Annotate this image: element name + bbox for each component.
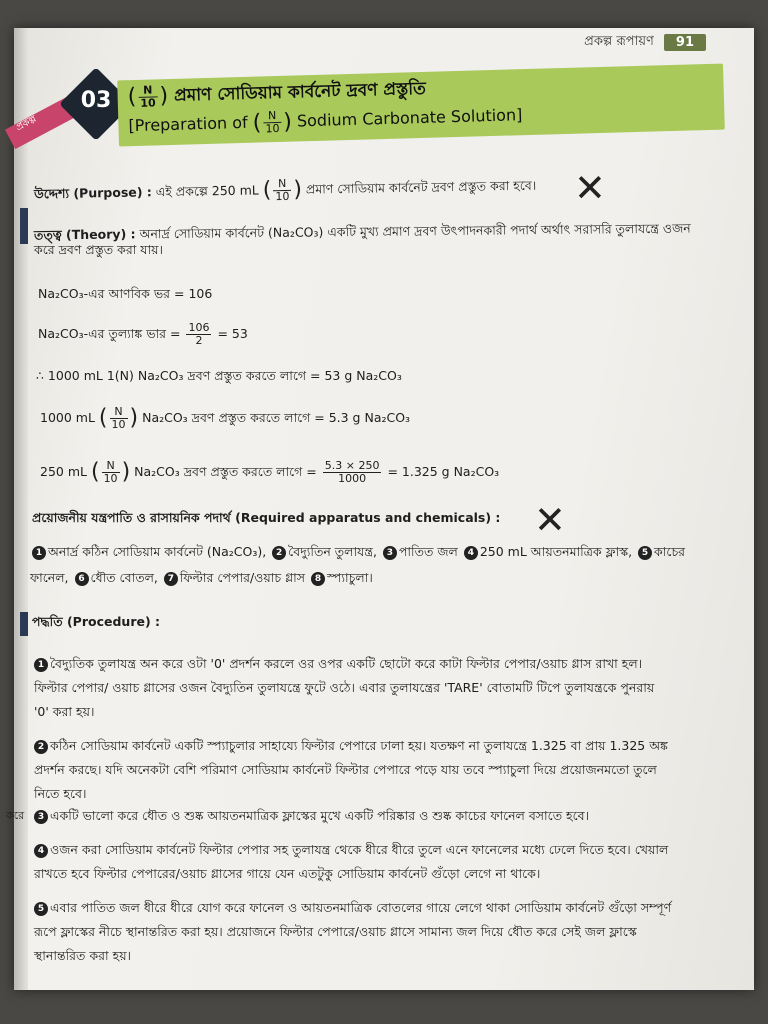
- cross-mark: ✕: [574, 166, 606, 210]
- calc-equivalent-mass: Na₂CO₃-এর তুল্যাঙ্ক ভার = $\frac{106}{2}$ = 53: [38, 321, 248, 347]
- theory-label: তত্ত্ব (Theory) :: [33, 226, 136, 243]
- running-head: [584, 32, 706, 53]
- project-ribbon-label: প্রকল্প: [14, 113, 39, 134]
- procedure-step-5-line-3: স্থানান্তরিত করা হয়।: [34, 948, 132, 963]
- title-fraction: $\frac{N}{10}$: [138, 84, 158, 110]
- procedure-step-4-line-1: 4 ওজন করা সোডিয়াম কার্বনেট ফিল্টার পেপার সহ তুলাযন্ত্র থেকে ধীরে ধীরে তুলে এনে ফানেলের মধ্যে ঢেলে দিতে হবে। খেয়াল: [32, 842, 668, 858]
- procedure-step-2-line-2: প্রদর্শন করছে। যদি অনেকটা বেশি পরিমাণ সোডিয়াম কার্বনেট ফিল্টার পেপারে পড়ে যায় তবে স্প্যাচুলা দিয়ে প্রয়োজনমতো তুলে: [34, 762, 657, 777]
- cross-mark-2: ✕: [534, 498, 566, 542]
- calc-1000ml-line: 1000 mL ( $\frac{N}{10}$ ) Na₂CO₃ দ্রবণ প্রস্তুত করতে লাগে = 5.3 g Na₂CO₃: [40, 405, 411, 431]
- section-marker: [20, 208, 28, 244]
- apparatus-label: প্রয়োজনীয় যন্ত্রপাতি ও রাসায়নিক পদার্থ (Required apparatus and chemicals) :: [32, 510, 501, 525]
- title-english: [Preparation of ( $\frac{N}{10}$ ) Sodium Carbonate Solution]: [128, 105, 523, 136]
- procedure-step-4-line-2: রাখতে হবে ফিল্টার পেপারের/ওয়াচ গ্লাসের গায়ে যেন এতটুকু সোডিয়াম কার্বনেট গুঁড়ো লেগে না থাকে।: [34, 866, 541, 881]
- title-bengali: ( $\frac{N}{10}$ ) প্রমাণ সোডিয়াম কার্বনেট দ্রবণ প্রস্তুতি: [127, 78, 427, 110]
- calc-250ml-line: 250 mL ( $\frac{N}{10}$ ) Na₂CO₃ দ্রবণ প্রস্তুত করতে লাগে = $\frac{5.3 \times 250}{1000}$ = 1.325 g Na₂CO₃: [40, 459, 500, 485]
- procedure-step-5-line-1: 5 এবার পাতিত জল ধীরে ধীরে যোগ করে ফানেল ও আয়তনমাত্রিক বোতলের গায়ে লেগে থাকা সোডিয়াম কার্বনেট গুঁড়ো সম্পূর্ণ: [32, 900, 671, 916]
- apparatus-line-1: 1 অনার্দ্র কঠিন সোডিয়াম কার্বনেট (Na₂CO₃), 2 বৈদ্যুতিন তুলাযন্ত্র, 3 পাতিত জল 4 250 mL আয়তনমাত্রিক ফ্লাস্ক, 5 কাচের: [30, 544, 685, 560]
- apparatus-line-2: ফানেল, 6 ধৌত বোতল, 7 ফিল্টার পেপার/ওয়াচ গ্লাস 8 স্প্যাচুলা।: [30, 570, 373, 585]
- title-banner: [117, 64, 725, 147]
- procedure-label: পদ্ধতি (Procedure) :: [32, 614, 161, 629]
- theory-line-2: করে দ্রবণ প্রস্তুত করা যায়।: [34, 242, 163, 257]
- procedure-step-2-line-3: নিতে হবে।: [34, 786, 87, 801]
- calc-molecular-mass: Na₂CO₃-এর আণবিক ভর = 106: [38, 286, 213, 301]
- purpose-label: উদ্দেশ্য (Purpose) :: [33, 184, 152, 202]
- procedure-step-1-line-3: '0' করা হয়।: [34, 704, 95, 719]
- procedure-step-2-line-1: 2 কঠিন সোডিয়াম কার্বনেট একটি স্প্যাচুলার সাহায্যে ফিল্টার পেপারে ঢালা হয়। যতক্ষণ না তুলাযন্ত্রে 1.325 বা প্রায় 1.325 অঙ্ক: [32, 738, 668, 754]
- page-number: 91: [664, 34, 706, 51]
- procedure-step-5-line-2: রূপে ফ্লাস্কের নীচে স্থানান্তরিত করা হয়। প্রয়োজনে ফিল্টার পেপারে/ওয়াচ গ্লাসে সামান্য জল দিয়ে ধৌত করে সেই জল ফ্লাস্কে: [34, 924, 637, 939]
- section-marker-2: [20, 612, 28, 636]
- book-page: [6, 28, 754, 990]
- project-number: 03: [80, 88, 112, 113]
- theory-line-1: তত্ত্ব (Theory) : অনার্দ্র সোডিয়াম কার্বনেট (Na₂CO₃) একটি মুখ্য প্রমাণ দ্রবণ উৎপাদনকারী পদার্থ অর্থাৎ সরাসরি তুলাযন্ত্রে ওজন: [33, 220, 691, 243]
- page-spine: [14, 28, 28, 990]
- calc-1n-line: ∴ 1000 mL 1(N) Na₂CO₃ দ্রবণ প্রস্তুত করতে লাগে = 53 g Na₂CO₃: [36, 368, 402, 383]
- procedure-step-1-line-1: 1 বৈদ্যুতিক তুলাযন্ত্র অন করে ওটা '0' প্রদর্শন করলে ওর ওপর একটি ছোটো করে কাটা ফিল্টার পেপার/ওয়াচ গ্লাস রাখা হল।: [32, 656, 642, 672]
- procedure-step-3-line-1: 3 একটি ভালো করে ধৌত ও শুষ্ক আয়তনমাত্রিক ফ্লাস্কের মুখে একটি পরিষ্কার ও শুষ্ক কাচের ফানেল বসাতে হবে।: [32, 808, 589, 824]
- running-title: প্রকল্প রূপায়ণ: [584, 34, 654, 49]
- purpose-line: উদ্দেশ্য (Purpose) : এই প্রকল্পে 250 mL ( $\frac{N}{10}$ ) প্রমাণ সোডিয়াম কার্বনেট দ্রবণ প্রস্তুত করা হবে।: [33, 176, 537, 204]
- procedure-step-1-line-2: ফিল্টার পেপার/ ওয়াচ গ্লাসের ওজন বৈদ্যুতিন তুলাযন্ত্রে ফুটে ওঠে। এবার তুলাযন্ত্রের 'TARE' বোতামটি টিপে তুলাযন্ত্রকে পুনরায়: [34, 680, 655, 695]
- left-margin-text: করে: [6, 809, 25, 822]
